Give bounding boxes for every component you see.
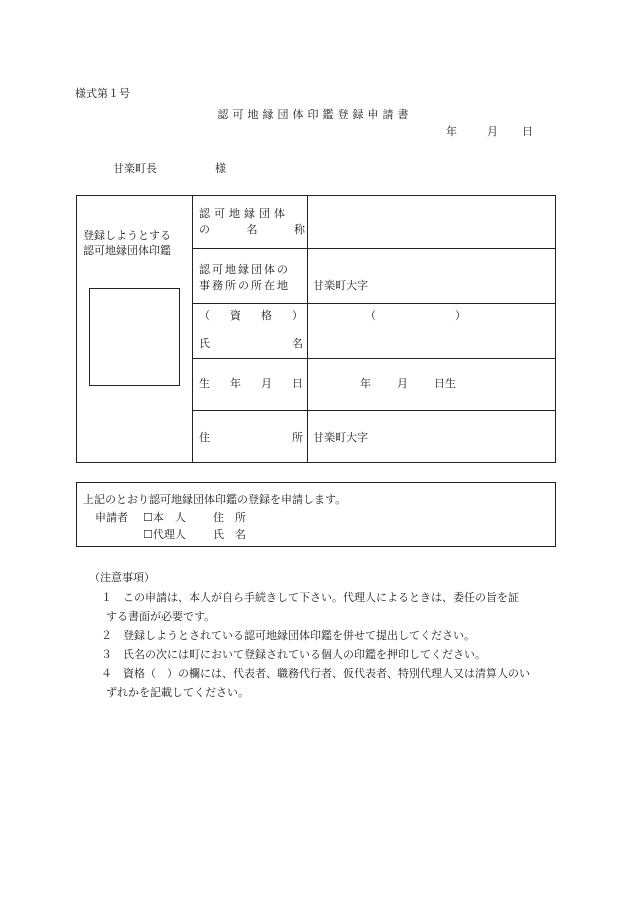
qualification-field[interactable]: （ ） <box>365 309 470 322</box>
group-name-field[interactable] <box>313 214 543 234</box>
registration-table <box>76 195 556 463</box>
office-address-label: 認可地縁団体の 事務所の所在地 <box>199 263 290 292</box>
birth-date-label: 生 年 月 日 <box>199 377 303 390</box>
note-item-4: ４ 資格（ ）の欄には、代表者、職務代行者、仮代表者、特別代理人又は清算人のい <box>101 667 530 680</box>
document-title: 認可地縁団体印鑑登録申請書 <box>217 108 413 121</box>
self-checkbox[interactable]: ☐本 人 <box>143 511 186 524</box>
note-item-1-cont: する書面が必要です。 <box>106 610 216 623</box>
address-field[interactable]: 甘楽町大字 <box>313 431 368 444</box>
year-label: 年 <box>446 125 457 138</box>
name-field[interactable] <box>313 332 543 352</box>
seal-impression-box[interactable] <box>89 288 180 386</box>
notes-heading: （注意事項） <box>89 571 155 584</box>
applicant-label: 申請者 <box>95 511 128 524</box>
application-date <box>446 123 533 139</box>
form-number: 様式第１号 <box>75 87 130 100</box>
applicant-address-label: 住 所 <box>213 511 246 524</box>
statement-text: 上記のとおり認可地縁団体印鑑の登録を申請します。 <box>83 493 347 506</box>
application-statement <box>76 482 556 547</box>
seal-caption: 登録しようとする 認可地縁団体印鑑 <box>83 229 171 257</box>
addressee <box>113 160 226 176</box>
birth-date-field[interactable]: 年 月 日生 <box>360 377 456 390</box>
applicant-name-label: 氏 名 <box>213 528 246 541</box>
agent-checkbox[interactable]: ☐代理人 <box>143 528 186 541</box>
note-item-1: １ この申請は、本人が自ら手続きして下さい。代理人によるときは、委任の旨を証 <box>101 591 519 604</box>
note-item-3: ３ 氏名の次には町において登録されている個人の印鑑を押印してください。 <box>101 648 486 661</box>
day-label: 日 <box>522 125 533 138</box>
note-item-4-cont: ずれかを記載してください。 <box>106 686 249 699</box>
honorific: 様 <box>215 162 226 175</box>
mayor-title: 甘楽町長 <box>113 162 157 175</box>
qualification-label: （ 資 格 ） <box>199 309 303 322</box>
name-label: 氏 名 <box>199 337 303 350</box>
office-address-field[interactable]: 甘楽町大字 <box>313 279 368 292</box>
month-label: 月 <box>487 125 498 138</box>
note-item-2: ２ 登録しようとされている認可地縁団体印鑑を併せて提出してください。 <box>101 629 475 642</box>
address-label: 住 所 <box>199 431 303 444</box>
group-name-label: 認可地縁団体 の 名 称 <box>199 207 305 236</box>
